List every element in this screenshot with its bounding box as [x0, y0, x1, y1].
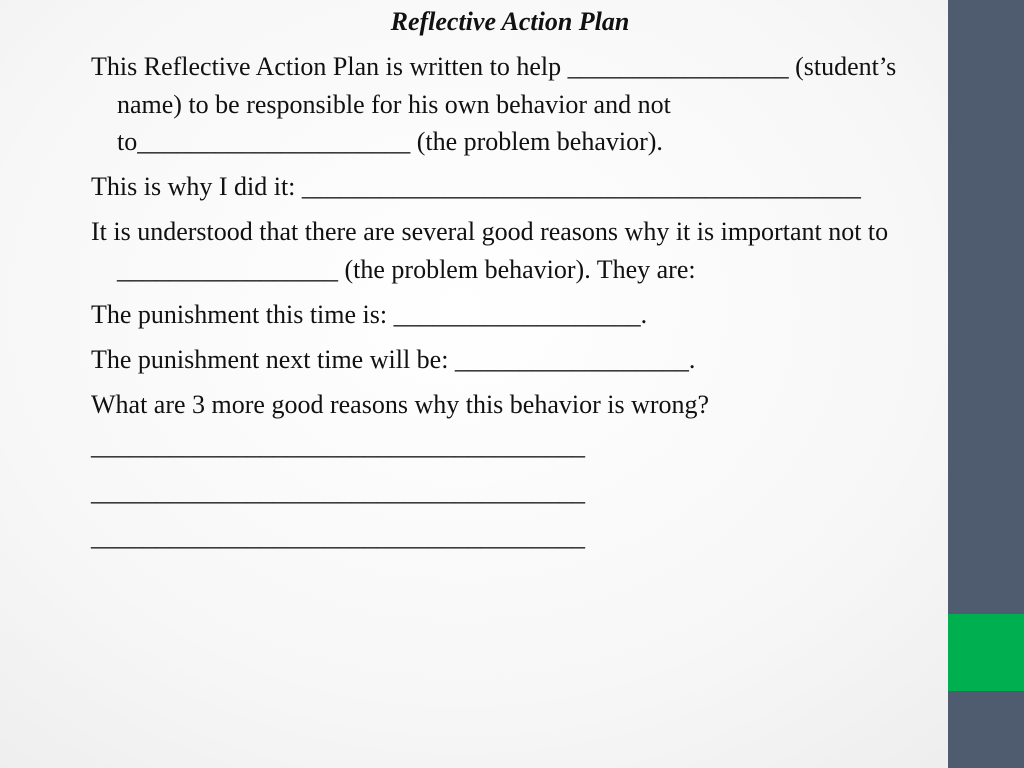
paragraph-question: What are 3 more good reasons why this behavior is wrong?: [91, 389, 710, 419]
answer-line-3: ______________________________________: [91, 522, 585, 551]
paragraph-why-i-did-it: This is why I did it: ___________________________________________: [91, 172, 861, 201]
paragraph-punishment-this-time: The punishment this time is: ___________________.: [91, 299, 648, 329]
paragraph-punishment-next-time: The punishment next time will be: __________________.: [91, 344, 696, 374]
slide-body: [91, 48, 941, 560]
answer-line-2: ______________________________________: [91, 476, 585, 506]
slide-title: Reflective Action Plan: [390, 7, 630, 36]
paragraph-good-reasons: It is understood that there are several good reasons why it is important not to _________________ (the problem behavior). They are:: [91, 217, 895, 284]
accent-block: [948, 614, 1024, 691]
paragraph-purpose: This Reflective Action Plan is written to help _________________ (student’s name) to be responsible for his own behavior and not to_____________________ (the problem behavior).: [91, 52, 903, 156]
answer-line-1: ______________________________________: [91, 431, 585, 460]
